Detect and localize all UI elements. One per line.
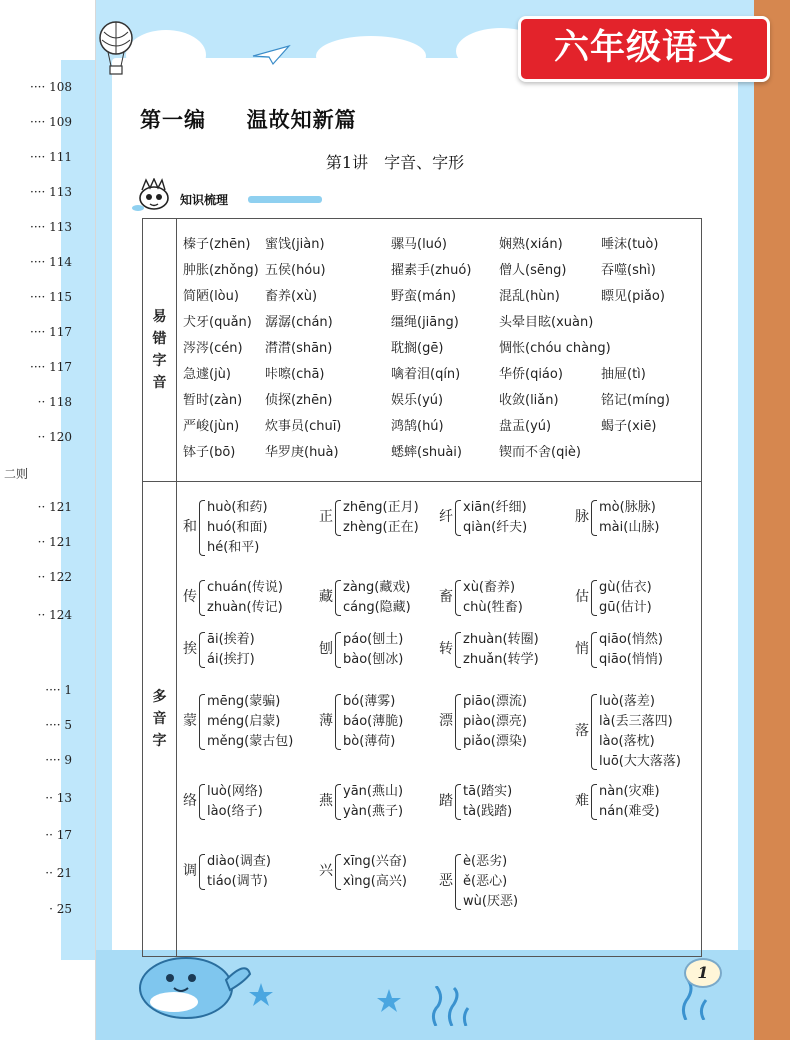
part-title [140,104,357,134]
toc-page-number: 9 [64,753,72,767]
polyphone-char: 正 [319,509,333,525]
polyphone-reading: tā(踏实) [463,784,513,799]
pinyin-word: 娴熟(xián) [499,237,563,252]
polyphone-reading: āi(挨着) [207,632,255,647]
pinyin-word: 蜜饯(jiàn) [265,237,325,252]
polyphone-reading: bó(薄雾) [343,694,396,709]
brace-mark [591,500,597,536]
toc-page-number: 108 [49,80,72,94]
polyphone-reading: nàn(灾难) [599,784,660,799]
polyphone-reading: zhuǎn(转学) [463,652,539,667]
polyphone-cell [177,482,702,957]
polyphone-reading: měng(蒙古包) [207,734,294,749]
toc-page-number: 122 [49,570,72,584]
polyphone-reading: tà(践踏) [463,804,513,819]
polyphone-char: 络 [183,793,197,809]
polyphone-char: 兴 [319,863,333,879]
toc-leader: ·· [37,535,46,549]
toc-item [0,683,72,697]
toc-leader: ·· [37,395,46,409]
pinyin-word: 锲而不舍(qiè) [499,445,582,460]
toc-item [0,80,72,94]
polyphone-char: 藏 [319,589,333,605]
cartoon-face-icon [132,178,172,212]
table-row [143,482,702,957]
toc-item [0,866,72,880]
toc-item [0,570,72,584]
category-char: 易 [152,309,167,325]
polyphone-reading: gū(估计) [599,600,652,615]
pinyin-word: 惆怅(chóu chàng) [499,341,611,356]
polyphone-reading: huò(和药) [207,500,268,515]
polyphone-char: 恶 [439,873,453,889]
toc-leader: ·· [37,500,46,514]
toc-leader: ···· [30,220,46,234]
pinyin-word: 侦探(zhēn) [265,393,333,408]
pinyin-word: 炊事员(chuī) [265,419,342,434]
polyphone-reading: bò(薄荷) [343,734,396,749]
toc-page-number: 17 [56,828,72,842]
toc-leader: ·· [45,791,53,805]
brace-mark [199,854,205,890]
toc-page-number: 121 [49,535,72,549]
polyphone-reading: xiān(纤细) [463,500,527,515]
toc-leader: ·· [37,570,46,584]
pinyin-word: 头晕目眩(xuàn) [499,315,594,330]
section-label: 知识梳理 [180,193,229,207]
polyphone-char: 挨 [183,641,197,657]
pinyin-word: 五侯(hóu) [265,263,326,278]
toc-leader: ·· [45,828,53,842]
section-label-bar [248,196,322,203]
toc-page-number: 25 [56,902,72,916]
toc-item [0,115,72,129]
polyphone-reading: zàng(藏戏) [343,580,411,595]
pinyin-word: 僧人(sēng) [499,263,567,278]
polyphone-char: 蒙 [183,713,197,729]
polyphone-char: 燕 [319,793,333,809]
toc-item [0,535,72,549]
polyphone-reading: piào(漂亮) [463,714,527,729]
polyphone-char: 和 [183,519,197,535]
toc-item [0,395,72,409]
toc-page-number: 13 [56,791,72,805]
brace-mark [335,580,341,616]
polyphone-char: 薄 [319,713,333,729]
polyphone-char: 踏 [439,793,453,809]
section-header [132,178,302,214]
toc-item [0,718,72,732]
polyphone-reading: chuán(传说) [207,580,283,595]
pinyin-word: 潺潺(chán) [265,315,333,330]
pinyin-word: 犬牙(quǎn) [183,315,252,330]
polyphone-reading: mēng(蒙骗) [207,694,281,709]
polyphone-reading: luō(大大落落) [599,754,681,769]
pinyin-word: 吞噬(shì) [601,263,656,278]
brace-mark [335,854,341,890]
pinyin-word: 涔涔(cén) [183,341,243,356]
polyphone-reading: là(丢三落四) [599,714,673,729]
polyphone-reading: xīng(兴奋) [343,854,407,869]
toc-page-number: 115 [49,290,72,304]
polyphone-reading: zhēng(正月) [343,500,419,515]
pinyin-word: 缰绳(jiāng) [391,315,459,330]
toc-leader: ···· [30,115,46,129]
pinyin-word: 野蛮(mán) [391,289,457,304]
pinyin-word: 咔嚓(chā) [265,367,325,382]
category-label [143,686,176,752]
polyphone-char: 难 [575,793,589,809]
cloud-decoration [126,30,206,80]
polyphone-reading: è(恶劣) [463,854,508,869]
brace-mark [199,694,205,750]
toc-item [0,902,72,916]
polyphone-char: 漂 [439,713,453,729]
category-cell-error-prone [143,219,177,482]
toc-page-number: 114 [49,255,72,269]
grade-subject-badge: 六年级语文 [518,16,770,82]
brace-mark [455,854,461,910]
pinyin-grid [177,219,701,481]
category-cell-polyphone [143,482,177,957]
brace-mark [455,784,461,820]
table-row [143,219,702,482]
polyphone-reading: cáng(隐藏) [343,600,411,615]
toc-item: 二则 [4,467,29,481]
pinyin-word: 蝎子(xiē) [601,419,657,434]
toc-item [0,828,72,842]
polyphone-reading: xìng(高兴) [343,874,407,889]
brace-mark [199,784,205,820]
polyphone-reading: hé(和平) [207,540,260,555]
toc-leader: ·· [45,866,53,880]
brace-mark [591,694,597,770]
brace-mark [591,580,597,616]
toc-item [0,255,72,269]
pinyin-word: 华罗庚(huà) [265,445,339,460]
category-char: 多 [152,689,167,705]
polyphone-char: 转 [439,641,453,657]
polyphone-reading: ái(挨打) [207,652,255,667]
brace-mark [455,580,461,616]
toc-item [0,430,72,444]
polyphone-reading: chù(牲畜) [463,600,523,615]
brace-mark [335,632,341,668]
starfish-icon [248,982,274,1008]
polyphone-reading: bào(刨冰) [343,652,404,667]
polyphone-reading: lào(落枕) [599,734,655,749]
pinyin-word: 瞟见(piǎo) [601,289,665,304]
brace-mark [591,632,597,668]
polyphone-reading: báo(薄脆) [343,714,404,729]
polyphone-char: 传 [183,589,197,605]
pinyin-word: 混乱(hùn) [499,289,560,304]
polyphone-reading: zhuàn(转圈) [463,632,539,647]
polyphone-reading: méng(启蒙) [207,714,281,729]
polyphone-reading: luò(网络) [207,784,263,799]
brace-mark [199,580,205,616]
cloud-decoration [316,36,426,76]
polyphone-reading: ě(恶心) [463,874,508,889]
polyphone-char: 畜 [439,589,453,605]
pinyin-word: 铭记(míng) [601,393,670,408]
toc-leader: ···· [30,360,46,374]
pinyin-word: 畜养(xù) [265,289,318,304]
polyphone-reading: zhèng(正在) [343,520,419,535]
pinyin-word: 榛子(zhēn) [183,237,251,252]
brace-mark [591,784,597,820]
pinyin-word: 擢素手(zhuó) [391,263,472,278]
polyphone-reading: gù(估衣) [599,580,652,595]
toc-leader: ···· [30,80,46,94]
brace-mark [455,500,461,536]
brace-mark [335,784,341,820]
pinyin-word: 鸿鹄(hú) [391,419,444,434]
brace-mark [335,694,341,750]
toc-page-number: 21 [56,866,72,880]
toc-leader: ···· [30,185,46,199]
toc-page-number: 118 [49,395,72,409]
toc-page-number: 109 [49,115,72,129]
polyphone-grid [177,482,701,956]
toc-item [0,608,72,622]
toc-leader: ···· [30,150,46,164]
toc-item [0,220,72,234]
starfish-icon [376,988,402,1014]
polyphone-char: 刨 [319,641,333,657]
polyphone-reading: lào(络子) [207,804,263,819]
polyphone-reading: wù(厌恶) [463,894,519,909]
polyphone-reading: qiāo(悄悄) [599,652,663,667]
brace-mark [199,632,205,668]
pinyin-word: 唾沫(tuò) [601,237,659,252]
knowledge-table [142,218,702,957]
toc-page-number: 5 [64,718,72,732]
brace-mark [455,632,461,668]
category-char: 音 [152,375,167,391]
polyphone-reading: qiāo(悄然) [599,632,663,647]
pinyin-word: 急遽(jù) [183,367,231,382]
polyphone-char: 悄 [575,641,589,657]
toc-page-number: 113 [49,220,72,234]
page-number: 1 [684,958,722,988]
toc-page-number: 111 [49,150,72,164]
pinyin-cell [177,219,702,482]
category-label [143,306,176,394]
toc-leader: · [49,902,53,916]
polyphone-reading: mài(山脉) [599,520,660,535]
toc-item [0,290,72,304]
polyphone-reading: mò(脉脉) [599,500,656,515]
toc-leader: ···· [30,255,46,269]
toc-page-number: 124 [49,608,72,622]
pinyin-word: 蟋蟀(shuài) [391,445,462,460]
toc-leader: ···· [30,325,46,339]
polyphone-reading: xù(畜养) [463,580,516,595]
brace-mark [455,694,461,750]
pinyin-word: 耽搁(gē) [391,341,444,356]
polyphone-reading: zhuàn(传记) [207,600,283,615]
seaweed-icon [426,986,476,1026]
polyphone-reading: páo(刨土) [343,632,404,647]
category-char: 字 [152,353,167,369]
polyphone-reading: luò(落差) [599,694,655,709]
category-char: 音 [152,711,167,727]
polyphone-reading: nán(难受) [599,804,660,819]
pinyin-word: 华侨(qiáo) [499,367,563,382]
toc-leader: ···· [45,753,61,767]
toc-leader: ···· [45,683,61,697]
polyphone-char: 落 [575,723,589,739]
toc-item [0,753,72,767]
toc-leader: ·· [37,608,46,622]
category-char: 错 [152,331,167,347]
polyphone-reading: piāo(漂流) [463,694,527,709]
pinyin-word: 噙着泪(qín) [391,367,461,382]
pinyin-word: 娱乐(yú) [391,393,444,408]
toc-leader: ···· [45,718,61,732]
toc-leader: ···· [30,290,46,304]
paper-plane-icon [251,44,291,66]
toc-item [0,360,72,374]
polyphone-char: 纤 [439,509,453,525]
part-number: 第一编 [140,108,206,132]
polyphone-reading: yàn(燕子) [343,804,404,819]
polyphone-char: 脉 [575,509,589,525]
lecture-title: 第1讲 字音、字形 [325,153,465,172]
toc-item [0,185,72,199]
polyphone-reading: tiáo(调节) [207,874,268,889]
pinyin-word: 骡马(luó) [391,237,447,252]
part-name: 温故知新篇 [246,108,357,132]
brace-mark [335,500,341,536]
polyphone-reading: diào(调查) [207,854,271,869]
hot-air-balloon-icon [96,18,136,78]
toc-leader: ·· [37,430,46,444]
polyphone-reading: huó(和面) [207,520,268,535]
toc-item [0,791,72,805]
toc-item [0,500,72,514]
brace-mark [199,500,205,556]
toc-page-number: 117 [49,325,72,339]
pinyin-word: 盘盂(yú) [499,419,552,434]
polyphone-char: 估 [575,589,589,605]
polyphone-reading: yān(燕山) [343,784,404,799]
pinyin-word: 收敛(liǎn) [499,393,559,408]
pinyin-word: 简陋(lòu) [183,289,239,304]
pinyin-word: 钵子(bō) [183,445,236,460]
toc-page-number: 1 [64,683,72,697]
category-char: 字 [152,733,167,749]
pinyin-word: 严峻(jùn) [183,419,240,434]
toc-page-number: 117 [49,360,72,374]
polyphone-reading: qiàn(纤夫) [463,520,528,535]
pinyin-word: 抽屉(tì) [601,367,646,382]
polyphone-char: 调 [183,863,197,879]
toc-page-number: 121 [49,500,72,514]
toc-page-number: 113 [49,185,72,199]
toc-page-number: 120 [49,430,72,444]
pinyin-word: 潸潸(shān) [265,341,333,356]
polyphone-reading: piǎo(漂染) [463,734,527,749]
pinyin-word: 肿胀(zhǒng) [183,263,259,278]
toc-item [0,325,72,339]
pinyin-word: 暂时(zàn) [183,393,243,408]
